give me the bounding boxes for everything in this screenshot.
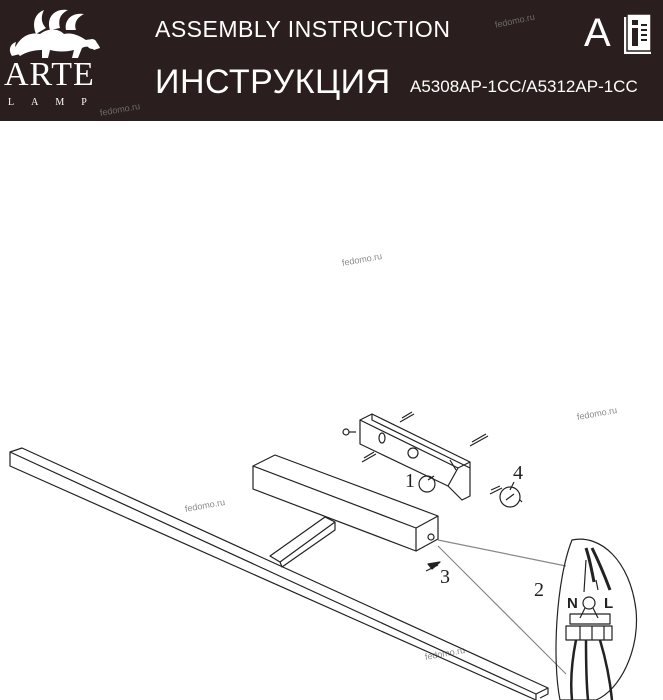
- step-label-1: 1: [405, 470, 415, 492]
- step-label-2: 2: [534, 579, 544, 601]
- watermark: fedomo.ru: [424, 645, 466, 662]
- watermark: fedomo.ru: [576, 405, 618, 422]
- brand-subtitle: LAMP: [8, 97, 104, 108]
- watermark: fedomo.ru: [493, 11, 536, 30]
- step-label-4: 4: [513, 462, 523, 484]
- wire-label-live: L: [604, 595, 614, 612]
- arrows: [426, 476, 514, 571]
- screws: [343, 412, 502, 494]
- mounting-bracket: [360, 414, 470, 500]
- wiring-detail: [556, 539, 637, 700]
- brand-name: ARTE: [4, 56, 95, 93]
- wire-label-neutral: N: [567, 595, 578, 612]
- caps: [419, 476, 522, 507]
- connecting-arm: [270, 517, 335, 567]
- info-book-icon: [623, 14, 653, 56]
- model-number: A5308AP-1CC/A5312AP-1CC: [410, 77, 638, 96]
- title-english: ASSEMBLY INSTRUCTION: [155, 16, 451, 42]
- light-bar: [10, 448, 548, 700]
- watermark: fedomo.ru: [184, 497, 226, 514]
- language-letter: A: [584, 11, 611, 55]
- watermark: fedomo.ru: [341, 251, 383, 268]
- watermark: fedomo.ru: [99, 101, 141, 118]
- step-label-3: 3: [440, 566, 450, 588]
- title-russian: ИНСТРУКЦИЯ: [155, 63, 391, 101]
- header-banner: [0, 0, 663, 121]
